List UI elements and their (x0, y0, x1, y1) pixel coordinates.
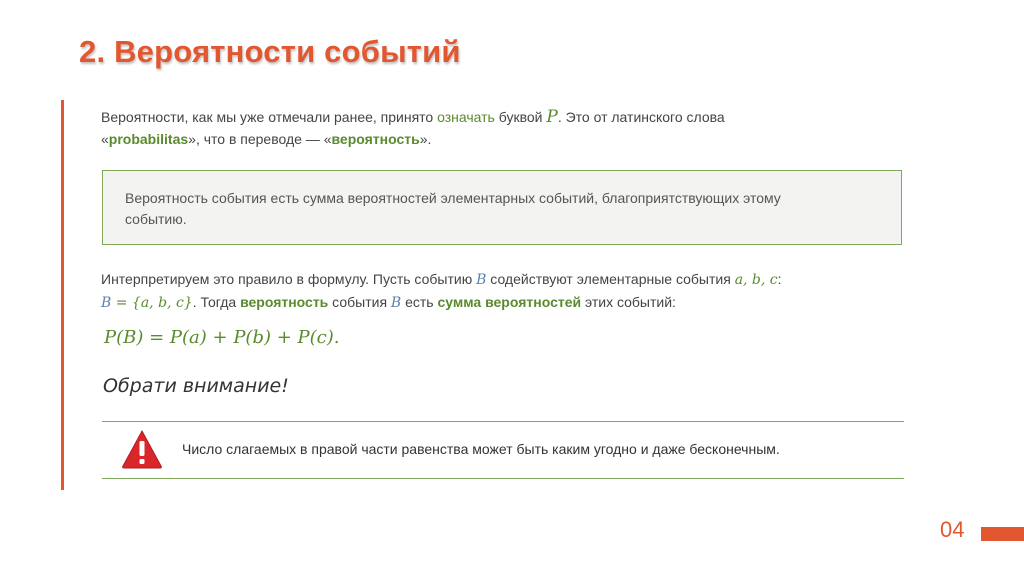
intro-text: . Это от латинского слова « (101, 109, 725, 147)
intro-link-oznachat[interactable]: означать (437, 109, 495, 125)
notice-top-divider (102, 421, 904, 422)
interp-text: события (328, 294, 391, 310)
symbol-p: P (546, 107, 558, 127)
page-accent-bar (981, 527, 1024, 541)
definition-text: Вероятность события есть сумма вероятностей элементарных событий, благоприятствующих этому событию. (125, 190, 781, 227)
interp-text: этих событий: (581, 294, 676, 310)
interp-text: : (777, 271, 782, 287)
probability-formula: P(B) = P(a) + P(b) + P(c). (104, 327, 340, 348)
intro-text: ». (419, 131, 432, 147)
interpretation-paragraph (101, 268, 881, 314)
intro-text: », что в переводе — « (188, 131, 332, 147)
page-number: 04 (940, 517, 965, 542)
interp-text: . Тогда (192, 294, 241, 310)
event-b: B (476, 272, 487, 288)
word-probabilitas: probabilitas (108, 131, 189, 147)
set-lhs: B (101, 295, 112, 311)
interp-text: Интерпретируем это правило в формулу. Пусть событию (101, 271, 477, 287)
definition-box (102, 170, 902, 245)
interp-text: содействуют элементарные события (486, 271, 735, 287)
interp-text: есть (401, 294, 438, 310)
term-sum-probabilities: сумма вероятностей (437, 294, 582, 310)
notice-text: Число слагаемых в правой части равенства может быть каким угодно и даже бесконечным. (182, 441, 780, 457)
event-b: B (390, 295, 402, 311)
notice-title: Обрати внимание! (103, 375, 289, 397)
notice-bottom-divider (102, 478, 904, 479)
intro-paragraph (101, 106, 801, 150)
warning-icon (121, 429, 163, 469)
word-veroyatnost: вероятность (331, 131, 420, 147)
elementary-events: a, b, c (734, 272, 778, 288)
accent-vertical-line (61, 100, 64, 490)
intro-text: Вероятности, как мы уже отмечали ранее, принято (101, 109, 438, 125)
term-probability: вероятность (240, 294, 329, 310)
intro-text: буквой (494, 109, 547, 125)
slide-title: 2. Вероятности событий (79, 34, 461, 69)
set-rhs: = {a, b, c} (111, 295, 193, 311)
